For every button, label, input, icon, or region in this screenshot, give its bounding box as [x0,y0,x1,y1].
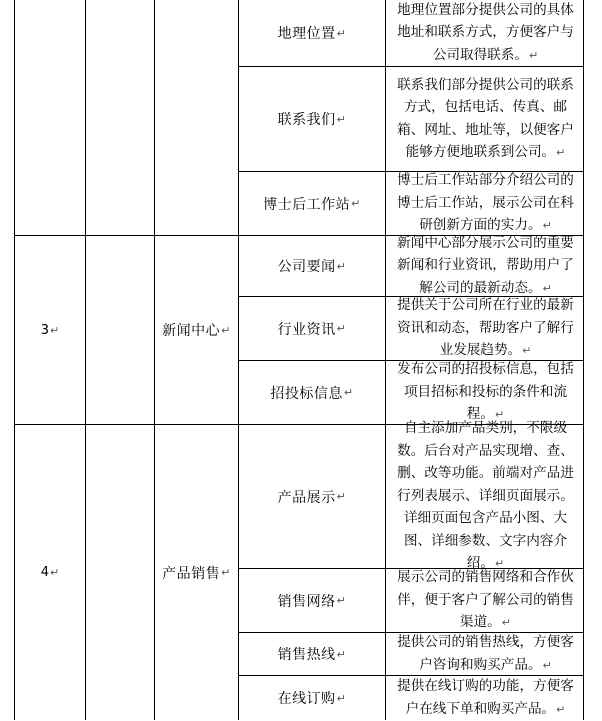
table-col-divider [85,0,86,720]
feature-cell: 博士后工作站 ↵ [263,196,361,213]
category-cell: 产品销售 ↵ [162,565,231,582]
description-cell: 新闻中心部分展示公司的重要新闻和行业资讯，帮助用户了解公司的最新动态。↵ [397,234,574,296]
description-cell: 发布公司的招投标信息，包括项目招标和投标的条件和流程。↵ [397,361,574,423]
description-cell: 提供关于公司所在行业的最新资讯和动态，帮助客户了解行业发展趋势。↵ [397,297,574,359]
description-cell: 联系我们部分提供公司的联系方式，包括电话、传真、邮箱、网址、地址等，以便客户能够方便地联系到公司。↵ [397,76,574,160]
feature-cell: 行业资讯 ↵ [277,321,347,338]
row-number-cell: 4 ↵ [40,565,60,580]
description-cell: 展示公司的销售网络和合作伙伴，便于客户了解公司的销售渠道。↵ [397,569,574,631]
feature-cell: 公司要闻 ↵ [277,259,347,275]
description-cell: 地理位置部分提供公司的具体地址和联系方式，方便客户与公司取得联系。↵ [397,1,574,63]
description-cell: 提供在线订购的功能，方便客户在线下单和购买产品。↵ [397,678,574,717]
category-cell: 新闻中心 ↵ [162,323,231,339]
description-cell: 提供公司的销售热线，方便客户咨询和购买产品。↵ [397,634,574,673]
feature-cell: 产品展示 ↵ [277,489,347,506]
feature-cell: 地理位置 ↵ [277,26,347,42]
feature-cell: 在线订购 ↵ [277,691,347,707]
description-cell: 自主添加产品类别，不限级数。后台对产品实现增、查、删、改等功能。前端对产品进行列表展示、详细页面展示。详细页面包含产品小图、大图、详细参数、文字内容介绍。↵ [397,420,574,572]
feature-cell: 销售热线 ↵ [277,647,347,663]
row-number-cell: 3 ↵ [40,322,60,338]
feature-cell: 招投标信息 ↵ [270,385,354,402]
feature-cell: 联系我们 ↵ [277,112,347,128]
feature-cell: 销售网络 ↵ [277,593,347,610]
description-cell: 博士后工作站部分介绍公司的博士后工作站，展示公司在科研创新方面的实力。↵ [397,172,574,234]
